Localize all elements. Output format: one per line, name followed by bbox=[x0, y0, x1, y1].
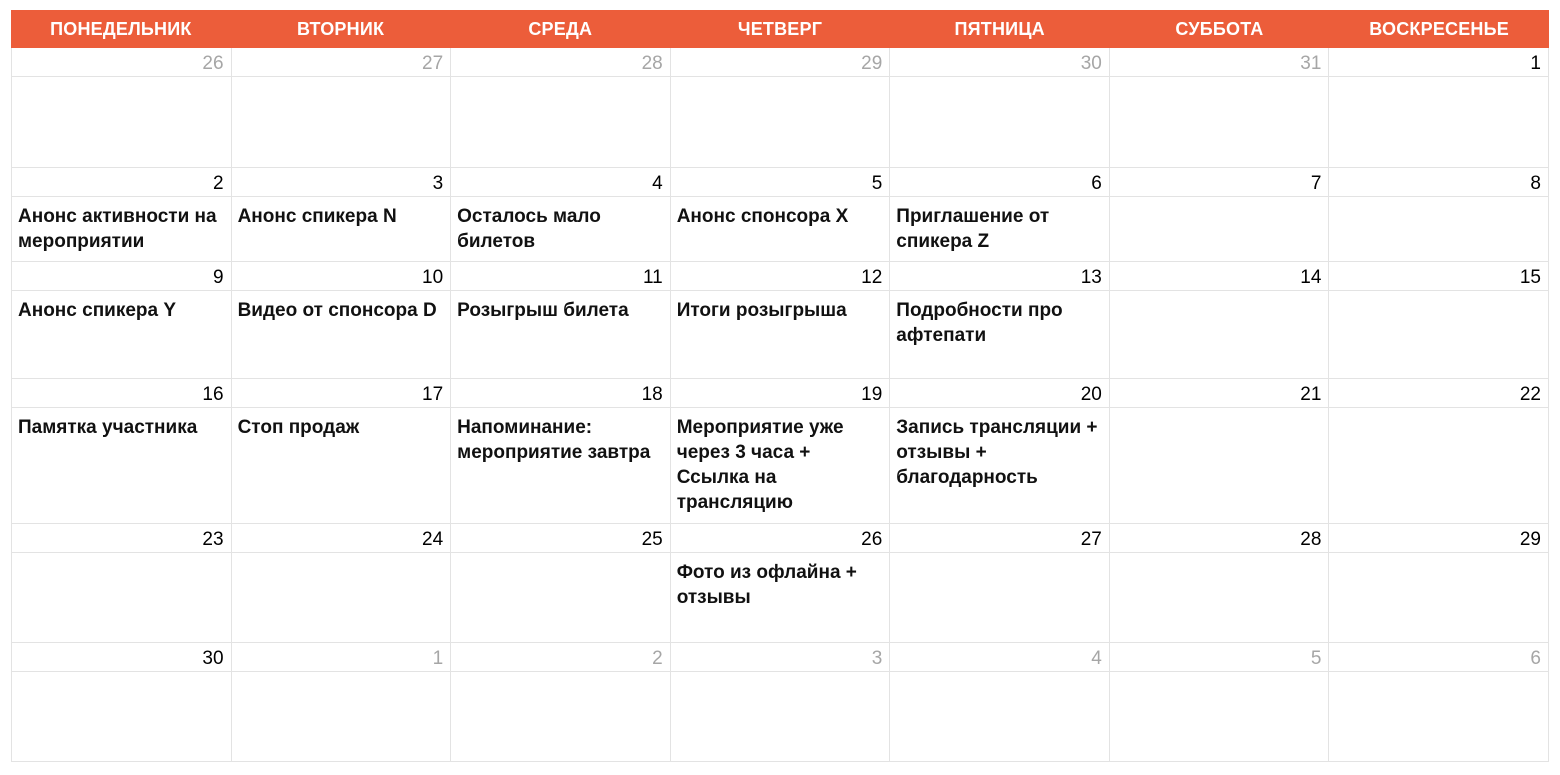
event-note bbox=[12, 672, 231, 679]
event-note bbox=[451, 77, 670, 84]
day-cell[interactable] bbox=[232, 262, 452, 379]
event-note: Осталось мало билетов bbox=[457, 206, 601, 252]
day-number: 2 bbox=[451, 643, 670, 672]
day-number: 21 bbox=[1110, 379, 1329, 408]
day-number: 9 bbox=[12, 262, 231, 291]
day-number: 24 bbox=[232, 524, 451, 553]
day-number: 27 bbox=[232, 48, 451, 77]
event-note: Стоп продаж bbox=[237, 417, 360, 438]
day-cell[interactable] bbox=[12, 262, 232, 379]
day-number: 2 bbox=[12, 168, 231, 197]
day-number: 18 bbox=[451, 379, 670, 408]
day-cell[interactable] bbox=[1329, 524, 1549, 643]
weekday-header-monday: ПОНЕДЕЛЬНИК bbox=[50, 18, 192, 39]
weekday-header-friday: ПЯТНИЦА bbox=[954, 18, 1045, 39]
event-note: Приглашение от спикера Z bbox=[896, 206, 1050, 252]
day-cell[interactable] bbox=[232, 168, 452, 262]
day-cell[interactable] bbox=[451, 643, 671, 762]
day-number: 3 bbox=[232, 168, 451, 197]
weekday-header-tuesday: ВТОРНИК bbox=[296, 18, 385, 39]
weekday-header-wednesday: СРЕДА bbox=[528, 18, 593, 39]
day-cell[interactable] bbox=[671, 262, 891, 379]
event-note: Анонс активности на мероприятии bbox=[18, 206, 217, 252]
day-number: 6 bbox=[890, 168, 1109, 197]
event-note bbox=[232, 553, 451, 560]
day-number: 23 bbox=[12, 524, 231, 553]
day-number: 15 bbox=[1329, 262, 1548, 291]
event-note bbox=[232, 77, 451, 84]
event-note: Анонс спикера Y bbox=[18, 300, 177, 321]
event-note: Памятка участника bbox=[18, 417, 198, 438]
event-note: Анонс спонсора X bbox=[676, 206, 849, 227]
event-note: Напоминание: мероприятие завтра bbox=[457, 417, 651, 463]
event-note bbox=[890, 553, 1109, 560]
day-cell[interactable] bbox=[12, 168, 232, 262]
day-number: 29 bbox=[671, 48, 890, 77]
day-cell[interactable] bbox=[12, 48, 232, 168]
day-cell[interactable] bbox=[890, 168, 1110, 262]
day-cell[interactable] bbox=[890, 48, 1110, 168]
day-cell[interactable] bbox=[1329, 48, 1549, 168]
day-cell[interactable] bbox=[451, 524, 671, 643]
day-cell[interactable] bbox=[671, 168, 891, 262]
day-cell[interactable] bbox=[890, 379, 1110, 524]
event-note bbox=[451, 672, 670, 679]
event-note: Подробности про афтепати bbox=[896, 300, 1063, 346]
event-note bbox=[1329, 553, 1548, 560]
event-note: Анонс спикера N bbox=[237, 206, 397, 227]
day-cell[interactable] bbox=[12, 379, 232, 524]
day-cell[interactable] bbox=[671, 379, 891, 524]
day-cell[interactable] bbox=[671, 524, 891, 643]
event-note bbox=[1110, 672, 1329, 679]
day-cell[interactable] bbox=[232, 524, 452, 643]
event-note bbox=[671, 77, 890, 84]
day-number: 16 bbox=[12, 379, 231, 408]
day-cell[interactable] bbox=[451, 379, 671, 524]
day-number: 11 bbox=[451, 262, 670, 291]
day-number: 4 bbox=[451, 168, 670, 197]
day-number: 1 bbox=[232, 643, 451, 672]
event-note: Запись трансляции + отзывы + благодарность bbox=[896, 417, 1098, 488]
event-note bbox=[12, 77, 231, 84]
day-number: 1 bbox=[1329, 48, 1548, 77]
day-number: 7 bbox=[1110, 168, 1329, 197]
day-number: 22 bbox=[1329, 379, 1548, 408]
weekday-header-row bbox=[11, 10, 1549, 48]
day-number: 28 bbox=[1110, 524, 1329, 553]
day-cell[interactable] bbox=[1110, 379, 1330, 524]
event-note bbox=[1329, 291, 1548, 298]
day-cell[interactable] bbox=[12, 643, 232, 762]
day-cell[interactable] bbox=[451, 48, 671, 168]
event-note: Итоги розыгрыша bbox=[676, 300, 847, 321]
day-cell[interactable] bbox=[890, 262, 1110, 379]
day-cell[interactable] bbox=[1329, 168, 1549, 262]
day-number: 29 bbox=[1329, 524, 1548, 553]
event-note bbox=[890, 77, 1109, 84]
event-note: Фото из офлайна + отзывы bbox=[676, 562, 857, 608]
day-cell[interactable] bbox=[671, 643, 891, 762]
day-number: 28 bbox=[451, 48, 670, 77]
event-note bbox=[1329, 197, 1548, 204]
day-cell[interactable] bbox=[232, 48, 452, 168]
event-note bbox=[1110, 77, 1329, 84]
day-number: 26 bbox=[671, 524, 890, 553]
day-cell[interactable] bbox=[1110, 262, 1330, 379]
day-cell[interactable] bbox=[1329, 262, 1549, 379]
day-number: 30 bbox=[890, 48, 1109, 77]
day-number: 5 bbox=[1110, 643, 1329, 672]
day-cell[interactable] bbox=[1110, 643, 1330, 762]
day-number: 17 bbox=[232, 379, 451, 408]
event-note bbox=[1110, 553, 1329, 560]
calendar-grid bbox=[11, 48, 1549, 762]
event-note bbox=[451, 553, 670, 560]
day-number: 30 bbox=[12, 643, 231, 672]
day-number: 14 bbox=[1110, 262, 1329, 291]
weekday-header-thursday: ЧЕТВЕРГ bbox=[737, 18, 823, 39]
day-cell[interactable] bbox=[1110, 48, 1330, 168]
day-cell[interactable] bbox=[232, 379, 452, 524]
day-number: 19 bbox=[671, 379, 890, 408]
day-number: 13 bbox=[890, 262, 1109, 291]
day-cell[interactable] bbox=[1110, 524, 1330, 643]
day-cell[interactable] bbox=[232, 643, 452, 762]
event-note bbox=[890, 672, 1109, 679]
day-cell[interactable] bbox=[671, 48, 891, 168]
day-number: 20 bbox=[890, 379, 1109, 408]
event-note bbox=[1329, 408, 1548, 415]
event-note bbox=[1110, 408, 1329, 415]
day-cell[interactable] bbox=[890, 643, 1110, 762]
day-number: 31 bbox=[1110, 48, 1329, 77]
event-note bbox=[12, 553, 231, 560]
day-cell[interactable] bbox=[451, 168, 671, 262]
day-cell[interactable] bbox=[890, 524, 1110, 643]
day-cell[interactable] bbox=[451, 262, 671, 379]
calendar bbox=[11, 10, 1549, 762]
day-number: 5 bbox=[671, 168, 890, 197]
event-note bbox=[1110, 291, 1329, 298]
weekday-header-saturday: СУББОТА bbox=[1175, 18, 1264, 39]
event-note bbox=[1329, 672, 1548, 679]
day-number: 10 bbox=[232, 262, 451, 291]
event-note bbox=[1329, 77, 1548, 84]
event-note bbox=[232, 672, 451, 679]
day-number: 25 bbox=[451, 524, 670, 553]
event-note bbox=[1110, 197, 1329, 204]
day-number: 12 bbox=[671, 262, 890, 291]
day-cell[interactable] bbox=[1329, 379, 1549, 524]
day-number: 8 bbox=[1329, 168, 1548, 197]
day-cell[interactable] bbox=[1110, 168, 1330, 262]
day-number: 26 bbox=[12, 48, 231, 77]
day-number: 27 bbox=[890, 524, 1109, 553]
day-cell[interactable] bbox=[1329, 643, 1549, 762]
event-note: Мероприятие уже через 3 часа + Ссылка на трансляцию bbox=[676, 417, 844, 513]
day-number: 6 bbox=[1329, 643, 1548, 672]
day-cell[interactable] bbox=[12, 524, 232, 643]
weekday-header-sunday: ВОСКРЕСЕНЬЕ bbox=[1369, 18, 1509, 39]
day-number: 3 bbox=[671, 643, 890, 672]
event-note: Розыгрыш билета bbox=[457, 300, 629, 321]
day-number: 4 bbox=[890, 643, 1109, 672]
event-note bbox=[671, 672, 890, 679]
event-note: Видео от спонсора D bbox=[237, 300, 437, 321]
